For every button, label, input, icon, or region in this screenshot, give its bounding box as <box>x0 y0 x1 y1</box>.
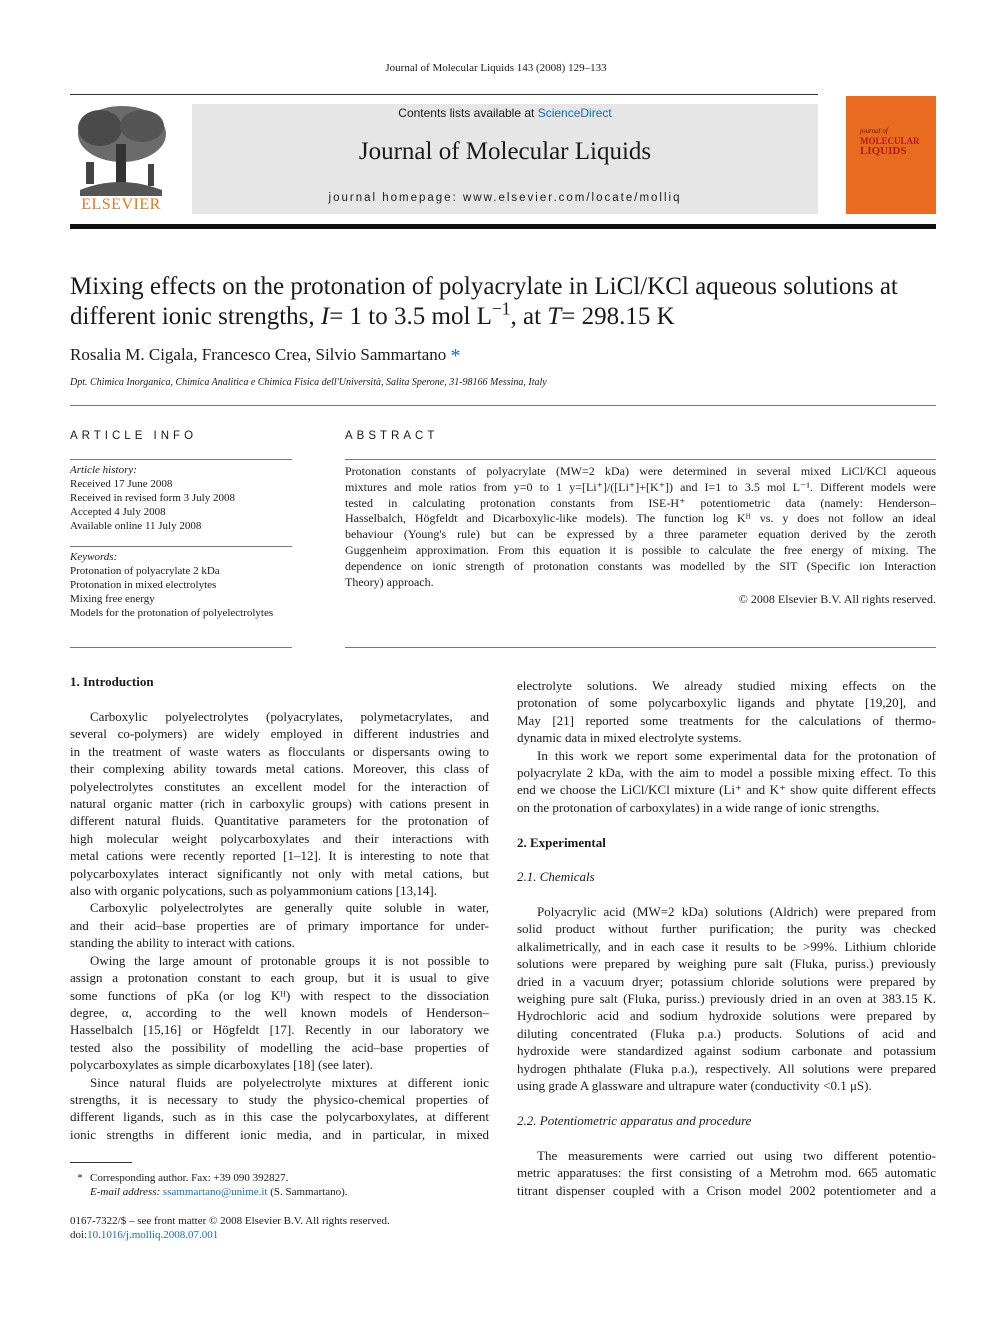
article-history <box>70 463 292 533</box>
section-1-body <box>70 708 489 1143</box>
body-line: end we choose the LiCl/KCl mixture (Li⁺ and K⁺ show quite different effects <box>517 782 936 798</box>
keyword-item: Mixing free energy <box>70 593 155 605</box>
journal-homepage[interactable]: journal homepage: www.elsevier.com/locate/molliq <box>328 192 682 204</box>
body-line: different natural fluids. Quantitative parameters for the protonation of <box>70 813 489 829</box>
footnote-line-2 <box>70 1185 490 1199</box>
history-item: Received in revised form 3 July 2008 <box>70 492 235 504</box>
publisher-name: ELSEVIER <box>81 196 161 213</box>
section-1-continued <box>517 677 936 816</box>
title-var-T: T <box>547 303 562 330</box>
divider <box>345 459 936 460</box>
body-line: different ligands, such as in this case the polycarboxylates, at different <box>70 1109 489 1125</box>
sciencedirect-link[interactable]: ScienceDirect <box>537 106 612 120</box>
history-item: Available online 11 July 2008 <box>70 520 202 532</box>
footnote-text: Corresponding author. Fax: +39 090 392827. <box>90 1172 289 1184</box>
contents-line <box>192 106 818 120</box>
history-item: Received 17 June 2008 <box>70 478 173 490</box>
body-line: natural organic matter (rich in carboxylic groups) with cations present in <box>70 796 489 812</box>
abstract-line: Protonation constants of polyacrylate (MW=2 kDa) were determined in several mixed LiCl/KCl aqueous <box>345 464 936 478</box>
divider <box>70 405 936 406</box>
body-line: using grade A glassware and ultrapure water (conductivity <0.1 μS). <box>517 1078 872 1094</box>
section-heading: 2. Experimental <box>517 835 606 850</box>
body-line: protonation of some polycarboxylic ligands and phytate [19,20], and <box>517 695 936 711</box>
body-line: dried in a vacuum dryer; potassium chloride solutions were prepared by <box>517 973 936 989</box>
body-line: their complexing ability towards metal cations. Moreover, this class of <box>70 761 489 777</box>
keywords <box>70 550 300 620</box>
section-2-1-body <box>517 903 936 1094</box>
body-line: May [21] reported some treatments for the calculations of thermo- <box>517 712 936 728</box>
divider <box>345 647 936 648</box>
footnote-mark: * <box>77 1172 83 1184</box>
title-var-I: I <box>320 303 330 330</box>
abstract-text <box>345 464 936 590</box>
article-info-label: ARTICLE INFO <box>70 430 198 442</box>
divider <box>70 546 292 547</box>
abstract-line: behaviour (Young's rule) but can be expressed by a three parameter equation derived by the zeroth <box>345 527 936 542</box>
issn-line: 0167-7322/$ – see front matter © 2008 Elsevier B.V. All rights reserved. <box>70 1215 390 1227</box>
divider <box>70 647 292 648</box>
corresponding-author-mark[interactable]: * <box>450 345 461 367</box>
keyword-item: Protonation of polyacrylate 2 kDa <box>70 565 220 577</box>
body-line: hydroxide were standardized against sodium carbonate and potassium <box>517 1043 936 1059</box>
body-line: on the protonation of carboxylates) in a wide range of ionic strengths. <box>517 799 880 815</box>
email-label: E-mail address: <box>90 1186 163 1198</box>
body-line: metal cations were recently reported [1–12]. It is interesting to note that <box>70 848 489 864</box>
journal-title: Journal of Molecular Liquids <box>358 138 652 165</box>
body-line: Owing the large amount of protonable groups it is not possible to <box>90 952 489 968</box>
subsection-heading: 2.1. Chemicals <box>517 869 595 884</box>
history-item: Accepted 4 July 2008 <box>70 506 166 518</box>
title-line2 <box>70 298 936 332</box>
footnote-rule <box>70 1162 132 1163</box>
header-rule <box>70 94 818 95</box>
cover-line3: LIQUIDS <box>860 145 907 157</box>
body-line: assign a protonation constant to each group, but it is usual to give <box>70 970 489 986</box>
body-line: weighing pure salt (Fluka, puriss.) previously dried in an oven at 383.15 K. <box>517 991 936 1007</box>
affiliation: Dpt. Chimica Inorganica, Chimica Analitica e Chimica Fisica dell'Università, Salita Sperone, 31-98166 Messina, Italy <box>70 377 547 388</box>
body-line: strengths, it is necessary to study the physico-chemical properties of <box>70 1091 489 1107</box>
divider <box>70 459 292 460</box>
running-head: Journal of Molecular Liquids 143 (2008) 129–133 <box>385 62 607 74</box>
doi-label: doi: <box>70 1229 88 1241</box>
body-line: several co-polymers) are widely employed in different industries and <box>70 726 489 742</box>
body-line: alkalimetrically, and in each case it results to be >99%. Lithium chloride <box>517 938 936 954</box>
section-2-2-body <box>517 1147 936 1199</box>
keywords-label: Keywords: <box>70 551 118 563</box>
body-line: polycarboxylates as simple dicarboxylates [18] (see later). <box>70 1057 373 1073</box>
body-line: in the treatment of waste waters as flocculants or dispersants owing to <box>70 743 489 759</box>
body-line: degree, α, according to the well known models of Henderson– <box>70 1004 489 1020</box>
cover-text <box>860 126 920 156</box>
body-line: polyelectrolytes constitutes an excellent model for the interaction of <box>70 778 489 794</box>
authors <box>70 345 461 368</box>
footnote-line-1 <box>70 1171 490 1185</box>
subsection-heading: 2.2. Potentiometric apparatus and procedure <box>517 1113 752 1128</box>
abstract-line: mixtures and mole ratios from y=0 to 1 y=[Li⁺]/([Li⁺]+[K⁺]) and I=1 to 3.5 mol L⁻¹. Different models were <box>345 479 936 494</box>
body-line: also with organic polycations, such as polyammonium cations [13,14]. <box>70 883 437 899</box>
title-part: different ionic strengths, <box>70 303 321 330</box>
body-line: Hydrochloric acid and sodium hydroxide solutions were prepared by <box>517 1008 936 1024</box>
body-line: titrant dispenser coupled with a Crison model 2002 potentiometer and a <box>517 1182 936 1198</box>
abstract-line: Hasselbalch, Högfeldt and Dicarboxylic-like models). The function log Kᴴ vs. y does not follow an ideal <box>345 511 936 526</box>
body-line: Polyacrylic acid (MW=2 kDa) solutions (Aldrich) were prepared from <box>537 904 936 919</box>
abstract-line: Guggenheim approximation. From this equation it is possible to calculate the free energy of mixing. The <box>345 542 936 557</box>
body-line: solutions were prepared by weighing pure salt (Fluka, puriss.) previously <box>517 956 936 972</box>
body-line: diluting concentrated (Fluka p.a.) products. Solutions of acid and <box>517 1025 936 1041</box>
front-matter <box>70 1214 570 1242</box>
body-line: The measurements were carried out using two different potentio- <box>537 1148 936 1163</box>
journal-cover-image <box>846 96 936 214</box>
cover-line1: journal of <box>860 127 888 135</box>
title-part: = 1 to 3.5 mol L <box>329 303 492 330</box>
body-line: dynamic data in mixed electrolyte systems. <box>517 730 742 746</box>
body-line: solid product without further purification; the purity was checked <box>517 921 936 937</box>
abstract-line: Theory) approach. <box>345 574 434 589</box>
body-line: polyacrylate 2 kDa, with the aim to model a possible mixing effect. To this <box>517 765 936 781</box>
contents-prefix: Contents lists available at <box>398 106 538 120</box>
body-line: ionic strengths in different ionic media, and in particular, in mixed <box>70 1126 489 1142</box>
body-line: metric apparatuses: the first consisting of a Metrohm mod. 665 automatic <box>517 1165 936 1181</box>
title-line1: Mixing effects on the protonation of polyacrylate in LiCl/KCl aqueous solutions at <box>70 273 898 300</box>
body-line: electrolyte solutions. We already studied mixing effects on the <box>517 678 936 693</box>
body-line: Carboxylic polyelectrolytes are generally quite soluble in water, <box>90 900 489 916</box>
body-line: some functions of pKa (or log Kᴴ) with respect to the dissociation <box>70 987 489 1003</box>
keyword-item: Protonation in mixed electrolytes <box>70 579 217 591</box>
header-thick-rule <box>70 224 936 229</box>
journal-banner <box>192 104 818 214</box>
email-suffix: (S. Sammartano). <box>267 1186 348 1198</box>
abstract-line: tested in calculating protonation constants from ISE-H⁺ potentiometric data (namely: Henderson– <box>345 495 936 510</box>
footnote <box>70 1171 490 1199</box>
abstract-line: dependence on ionic strength of protonation constants was modelled by the SIT (Specific ion Interaction <box>345 558 936 573</box>
article-title <box>70 272 936 332</box>
body-line: hydrogen phthalate (Fluka p.a.), respectively. All solutions were prepared <box>517 1060 936 1076</box>
doi-link[interactable]: 10.1016/j.molliq.2008.07.001 <box>87 1229 219 1241</box>
email-link[interactable]: ssammartano@unime.it <box>162 1186 268 1198</box>
title-sup: −1 <box>491 298 511 319</box>
body-line: and their acid–base properties are of primary importance for under- <box>70 917 489 933</box>
body-line: polycarboxylates interact significantly not only with metal cations, but <box>70 865 489 881</box>
body-line: In this work we report some experimental data for the protonation of <box>537 747 936 763</box>
body-line: high molecular weight polycarboxylates and their interactions with <box>70 830 489 846</box>
section-heading: 1. Introduction <box>70 674 154 689</box>
title-part: , at <box>510 303 548 330</box>
history-label: Article history: <box>70 464 137 476</box>
body-line: Since natural fluids are polyelectrolyte mixtures at different ionic <box>90 1074 489 1090</box>
title-part: = 298.15 K <box>561 303 675 330</box>
abstract-label: ABSTRACT <box>345 430 439 442</box>
doi-line <box>70 1228 570 1242</box>
cover-line2: MOLECULAR <box>860 136 920 146</box>
body-line: tested also the possibility of modelling the acid–base properties of <box>70 1039 489 1055</box>
body-line: Carboxylic polyelectrolytes (polyacrylates, polymetacrylates, and <box>90 709 489 724</box>
body-line: standing the ability to interact with cations. <box>70 935 295 951</box>
author-list: Rosalia M. Cigala, Francesco Crea, Silvio Sammartano <box>70 345 447 364</box>
body-line: Hasselbalch [15,16] or Högfeldt [17]. Recently in our laboratory we <box>70 1022 489 1038</box>
keyword-item: Models for the protonation of polyelectrolytes <box>70 607 274 619</box>
copyright: © 2008 Elsevier B.V. All rights reserved. <box>738 592 936 606</box>
